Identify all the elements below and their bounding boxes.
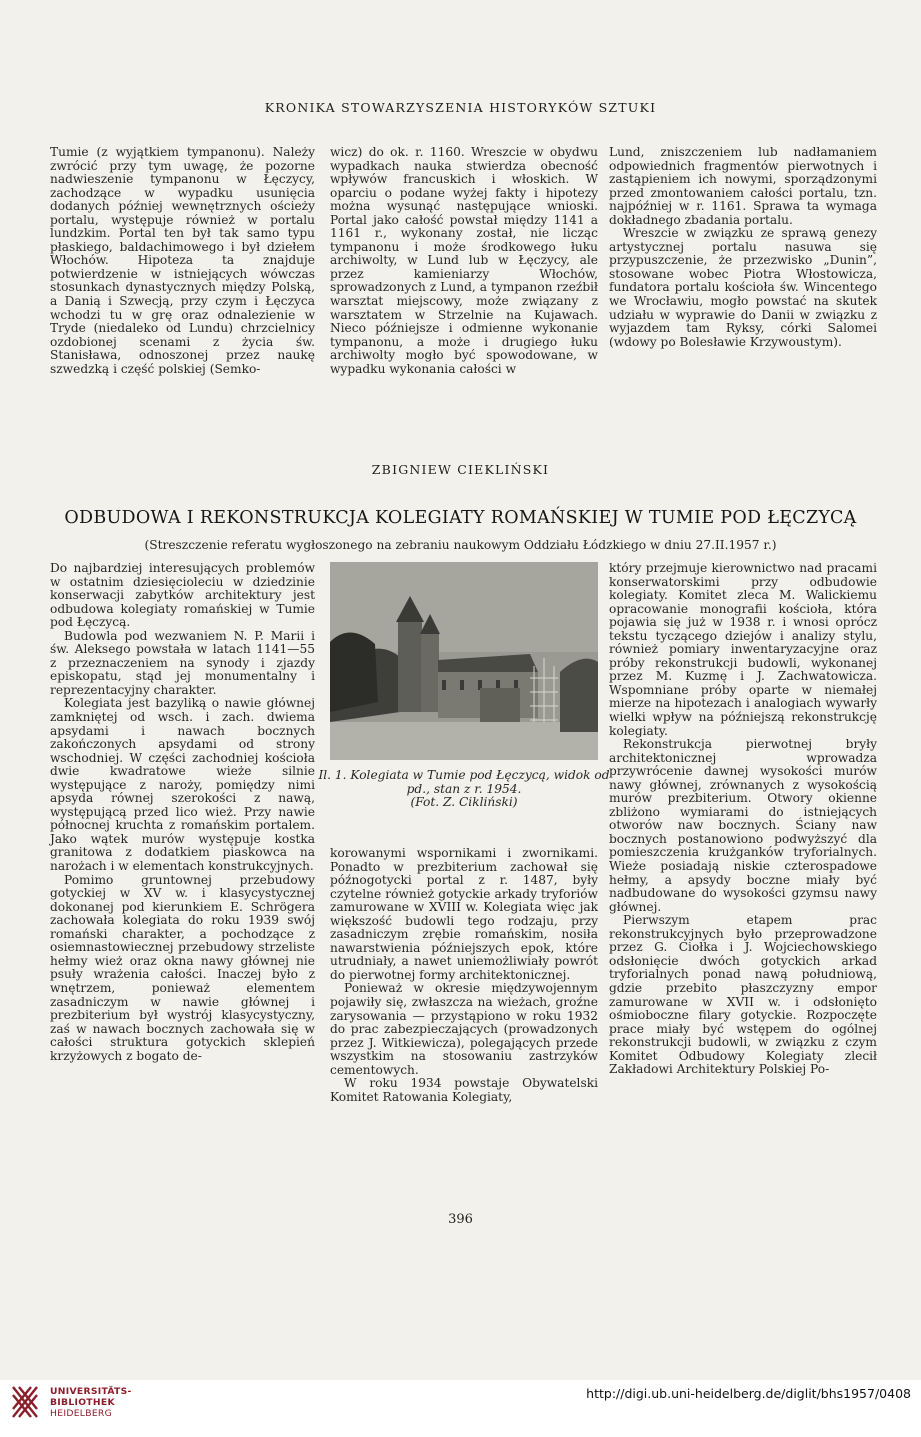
article-col3-paragraph: który przejmuje kierownictwo nad pracami konserwatorskimi przy odbudowie kolegiaty. Komitet zleca M. Walickiemu opracowanie monografii kościoła, która pojawia się już w 1938 r. i wnosi oprócz tekstu tyczącego dziejów i analizy stylu, również pomiary inwentaryzacyjne oraz próby rekonstrukcji budowli, wykonanej przez M. Kuzmę i J. Zachwatowicza. Wspomniane próby oparte w niemałej mierze na hipotezach i analogiach wywarły wielki wpływ na późniejszą rekonstrukcję kolegiaty. <box>609 561 877 738</box>
article-col2-paragraph: W roku 1934 powstaje Obywatelski Komitet Ratowania Kolegiaty, <box>330 1076 598 1104</box>
top-column-3 <box>609 146 877 349</box>
top-column-2 <box>330 146 598 376</box>
church-photograph <box>330 562 598 760</box>
institution-line-3: HEIDELBERG <box>50 1408 113 1419</box>
university-library-logo-icon <box>10 1383 40 1421</box>
article-col3-paragraph: Rekonstrukcja pierwotnej bryły architektonicznej wprowadza przywrócenie dawnej wysokości murów nawy głównej, zrównanych z wysokością murów prezbiterium. Otwory okienne zbliżono wymiarami do istniejących otworów naw bocznych. Ściany naw bocznych postanowiono podwyższyć dla pomieszczenia krużganków tryforialnych. Wieże posiadają niskie czterospadowe hełmy, a apsydy boczne miały być nadbudowane do wysokości gzymsu nawy głównej. <box>609 737 877 914</box>
institution-line-2: BIBLIOTHEK <box>50 1397 115 1408</box>
article-column-3 <box>609 562 877 1077</box>
article-col1-paragraph: Kolegiata jest bazyliką o nawie głównej zamkniętej od wsch. i zach. dwiema apsydami i nawach bocznych zakończonych apsydami od strony wschodniej. W części zachodniej kościoła dwie kwadratowe wieże silnie występujące z naroży, pomiędzy nimi apsyda równej szerokości z nawą, występującą przed lico wież. Przy nawie północnej kruchta z romańskim portalem. Jako wątek murów występuje kostka granitowa z dodatkiem piaskowca na narożach i w elementach konstrukcyjnych. <box>50 696 315 874</box>
institution-name <box>50 1386 132 1419</box>
figure-caption <box>318 769 610 810</box>
article-col1-paragraph: Budowla pod wezwaniem N. P. Marii i św. Aleksego powstała w latach 1141—55 z przeznaczeniem na synody i zjazdy episkopatu, stąd jej monumentalny i reprezentacyjny charakter. <box>50 628 315 697</box>
institution-line-1: UNIVERSITÄTS- <box>50 1386 132 1397</box>
caption-line-2: (Fot. Z. Cikliński) <box>410 795 518 810</box>
top-column-3-paragraph-1: Lund, zniszczeniem lub nadłamaniem odpowiednich fragmentów pierwotnych i zastąpieniem ich nowymi, sporządzonymi przed zmontowaniem całości portalu, tzn. najpóźniej w r. 1161. Sprawa ta wymaga dokładnego zbadania portalu. <box>609 145 877 227</box>
page-number: 396 <box>448 1212 473 1227</box>
top-column-1 <box>50 146 315 376</box>
collegiate-church-illustration <box>330 562 598 760</box>
top-column-2-text: wicz) do ok. r. 1160. Wreszcie w obydwu wypadkach nauka stwierdza obecność wpływów francuskich i włoskich. W oparciu o podane wyżej fakty i hipotezy można wysunąć następujące wnioski. Portal jako całość powstał między 1141 a 1161 r., wykonany został, nie licząc tympanonu i może środkowego łuku archiwolty, w Lund lub w Łęczycy, ale przez kamieniarzy Włochów, sprowadzonych z Lund, a tympanon rzeźbił warsztat miejscowy, może związany z warsztatem w Strzelnie na Kujawach. Nieco późniejsze i odmienne wykonanie tympanonu, a może i drugiego łuku archiwolty mogło być spowodowane, w wypadku wykonania całości w <box>330 145 598 376</box>
article-title: ODBUDOWA I REKONSTRUKCJA KOLEGIATY ROMAŃSKIEJ W TUMIE POD ŁĘCZYCĄ <box>64 508 857 528</box>
article-subtitle: (Streszczenie referatu wygłoszonego na zebraniu naukowym Oddziału Łódzkiego w dniu 27.II.1957 r.) <box>144 538 777 552</box>
top-column-3-paragraph-2: Wreszcie w związku ze sprawą genezy artystycznej portalu nasuwa się przypuszczenie, że przezwisko „Dunin”, stosowane wobec Piotra Włostowicza, fundatora portalu kościoła św. Wincentego we Wrocławiu, mogło powstać na skutek udziału w wyprawie do Danii w związku z wyjazdem tam Ryksy, córki Salomei (wdowy po Bolesławie Krzywoustym). <box>609 226 877 349</box>
article-column-2 <box>330 847 598 1104</box>
article-col3-paragraph: Pierwszym etapem prac rekonstrukcyjnych było przeprowadzone przez G. Ciołka i J. Wojciechowskiego odsłonięcie dwóch gotyckich arkad tryforialnych ponad nawą południową, gdzie przebito płaszczyzny empor zamurowane w XVII w. i odsłonięto ośmioboczne filary gotyckie. Rozpoczęte prace miały być wstępem do ogólnej rekonstrukcji budowli, w związku z czym Komitet Odbudowy Kolegiaty zlecił Zakładowi Architektury Polskiej Po- <box>609 913 877 1077</box>
source-url-link[interactable]: http://digi.ub.uni-heidelberg.de/diglit/bhs1957/0408 <box>586 1386 911 1401</box>
article-col1-paragraph: Pomimo gruntownej przebudowy gotyckiej w XV w. i klasycystycznej dokonanej pod kierunkiem E. Schrögera zachowała kolegiata do roku 1939 swój romański charakter, a pochodzące z osiemnastowiecznej przebudowy strzeliste hełmy wież oraz okna nawy głównej nie psuły wrażenia całości. Inaczej było z wnętrzem, ponieważ elementem zasadniczym w nawie głównej i prezbiterium był wystrój klasycystyczny, zaś w nawach bocznych zachowała się w całości struktura gotyckich sklepień krzyżowych z bogato de- <box>50 872 315 1063</box>
article-col1-paragraph: Do najbardziej interesujących problemów w ostatnim dziesięcioleciu w dziedzinie konserwacji zabytków architektury jest odbudowa kolegiaty romańskiej w Tumie pod Łęczycą. <box>50 561 315 630</box>
article-column-1 <box>50 562 315 1063</box>
running-head: KRONIKA STOWARZYSZENIA HISTORYKÓW SZTUKI <box>264 100 657 115</box>
article-col2-paragraph: korowanymi wspornikami i zwornikami. Ponadto w prezbiterium zachował się późnogotycki portal z r. 1487, były czytelne również gotyckie arkady tryforiów zamurowane w XVIII w. Kolegiata więc jak większość budowli tego rodzaju, przy zasadniczym zrębie romańskim, nosiła nawarstwienia późniejszych epok, które utrudniały, a nawet uniemożliwiały powrót do pierwotnej formy architektonicznej. <box>330 846 598 982</box>
top-column-1-text: Tumie (z wyjątkiem tympanonu). Należy zwrócić przy tym uwagę, że pozorne nadwieszenie tympanonu w Łęczycy, zachodzące w wypadku usunięcia dodanych później wewnętrznych ościeży portalu, występuje również w portalu lundzkim. Portal ten był tak samo typu płaskiego, baldachimowego i był dziełem Włochów. Hipoteza ta znajduje potwierdzenie w istniejących wówczas stosunkach dynastycznych między Polską, a Danią i Szwecją, przy czym i Łęczyca wchodzi tu w grę oraz odnalezienie w Tryde (niedaleko od Lundu) chrzcielnicy ozdobionej scenami z życia św. Stanisława, odnoszonej przez naukę szwedzką i część polskiej (Semko- <box>50 145 315 376</box>
article-col2-paragraph: Ponieważ w okresie międzywojennym pojawiły się, zwłaszcza na wieżach, groźne zarysowania — przystąpiono w roku 1932 do prac zabezpieczających (prowadzonych przez J. Witkiewicza), polegających przede wszystkim na stosowaniu zastrzyków cementowych. <box>330 981 598 1077</box>
article-author: ZBIGNIEW CIEKLIŃSKI <box>371 462 550 477</box>
caption-line-1: Il. 1. Kolegiata w Tumie pod Łęczycą, widok od pd., stan z r. 1954. <box>318 768 610 796</box>
